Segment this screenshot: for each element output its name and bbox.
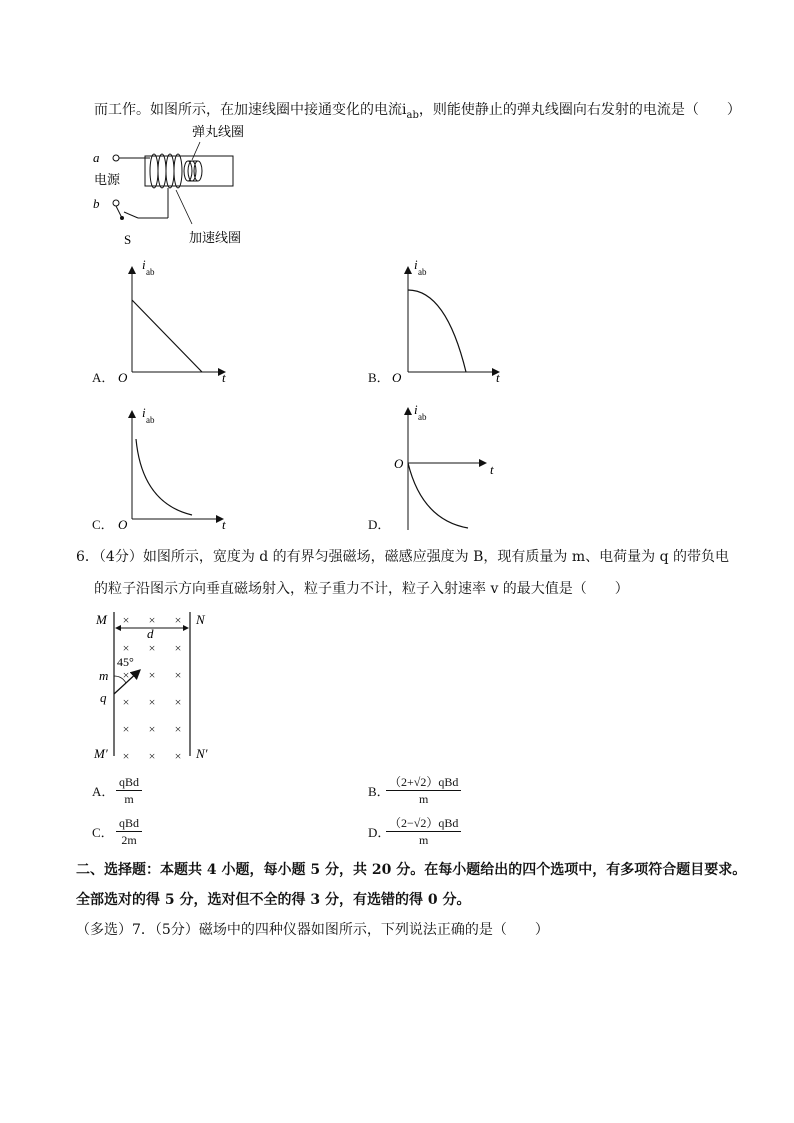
q6-option-a-letter[interactable]: A． — [92, 784, 115, 799]
q7-stem: （多选）7．（5分）磁场中的四种仪器如图所示，下列说法正确的是（ ） — [76, 922, 549, 938]
graph-a-y-label: i — [142, 257, 146, 272]
svg-text:×: × — [148, 613, 156, 627]
graph-b-origin: O — [392, 370, 402, 385]
section2-instructions-line2: 全部选对的得 5 分，选对但不全的得 3 分，有选错的得 0 分。 — [76, 892, 471, 908]
section2-instructions-line1: 二、选择题：本题共 4 小题，每小题 5 分，共 20 分。在每小题给出的四个选项中，有多项符合题目要求。 — [76, 862, 747, 878]
graph-c-x-label: t — [222, 517, 226, 532]
projectile-coil-label: 弹丸线圈 — [192, 124, 245, 139]
graph-c-curve — [136, 439, 192, 515]
graph-c-origin: O — [118, 517, 128, 532]
svg-text:×: × — [174, 641, 182, 655]
option-d-letter[interactable]: D． — [368, 517, 391, 532]
label-N-prime: N′ — [196, 746, 208, 761]
graph-c[interactable] — [110, 403, 240, 533]
q6-option-c-fraction[interactable]: qBd 2m — [116, 815, 142, 848]
q6-option-b-fraction[interactable]: （2+√2）qBd m — [386, 774, 461, 807]
q6-option-d-fraction[interactable]: （2−√2）qBd m — [386, 815, 461, 848]
label-M: M — [96, 612, 107, 627]
graph-d-origin: O — [394, 456, 404, 471]
graph-d-curve — [408, 463, 468, 528]
terminal-a-label: a — [93, 150, 100, 165]
graph-b-y-sub: ab — [418, 267, 427, 277]
graph-d-y-label: i — [414, 402, 418, 417]
svg-text:×: × — [148, 722, 156, 736]
label-M-prime: M′ — [94, 746, 108, 761]
label-angle: 45° — [117, 655, 134, 669]
coil-gun-figure — [88, 120, 268, 250]
graph-b-curve — [408, 290, 466, 372]
switch-label: S — [124, 232, 132, 247]
graph-a-x-label: t — [222, 370, 226, 385]
graph-b-y-label: i — [414, 257, 418, 272]
q6-option-a-fraction[interactable]: qBd m — [116, 774, 142, 807]
q5-stem: 而工作。如图所示，在加速线圈中接通变化的电流$i_{ab}$，则能使静止的弹丸线圈向右发射的电流是（ ） — [94, 102, 741, 121]
q6-option-d-letter[interactable]: D． — [368, 825, 391, 840]
graph-b[interactable] — [386, 255, 516, 385]
svg-text:×: × — [122, 613, 130, 627]
svg-text:×: × — [148, 641, 156, 655]
svg-text:×: × — [122, 641, 130, 655]
svg-text:×: × — [174, 695, 182, 709]
graph-a-y-sub: ab — [146, 267, 155, 277]
graph-c-y-label: i — [142, 405, 146, 420]
graph-b-x-label: t — [496, 370, 500, 385]
label-q: q — [100, 690, 107, 705]
svg-text:×: × — [148, 668, 156, 682]
accel-coil-label: 加速线圈 — [189, 230, 242, 245]
svg-text:×: × — [122, 695, 130, 709]
graph-a[interactable] — [110, 255, 240, 385]
q6-stem-line1: 6．（4分）如图所示，宽度为 d 的有界匀强磁场，磁感应强度为 B，现有质量为 m、电荷量为 q 的带负电 — [76, 549, 730, 565]
option-c-letter[interactable]: C． — [92, 517, 114, 532]
svg-text:×: × — [122, 722, 130, 736]
graph-d-y-sub: ab — [418, 412, 427, 422]
svg-text:×: × — [148, 749, 156, 763]
graph-a-curve — [132, 300, 202, 372]
graph-c-y-sub: ab — [146, 415, 155, 425]
option-b-letter[interactable]: B． — [368, 370, 390, 385]
graph-d-x-label: t — [490, 462, 494, 477]
graph-a-origin: O — [118, 370, 128, 385]
label-d: d — [147, 626, 154, 641]
label-N: N — [196, 612, 205, 627]
svg-text:×: × — [174, 749, 182, 763]
svg-text:×: × — [122, 749, 130, 763]
q6-option-c-letter[interactable]: C． — [92, 825, 114, 840]
svg-text:×: × — [174, 668, 182, 682]
svg-text:×: × — [174, 722, 182, 736]
svg-text:×: × — [174, 613, 182, 627]
power-label: 电源 — [94, 172, 121, 187]
graph-d[interactable] — [386, 400, 516, 535]
svg-text:×: × — [122, 668, 130, 682]
svg-text:×: × — [148, 695, 156, 709]
label-m: m — [99, 668, 109, 683]
terminal-b-label: b — [93, 196, 100, 211]
q6-stem-line2: 的粒子沿图示方向垂直磁场射入，粒子重力不计，粒子入射速率 v 的最大值是（ ） — [94, 581, 629, 597]
magnetic-field-figure — [90, 606, 230, 766]
q6-option-b-letter[interactable]: B． — [368, 784, 390, 799]
option-a-letter[interactable]: A． — [92, 370, 115, 385]
